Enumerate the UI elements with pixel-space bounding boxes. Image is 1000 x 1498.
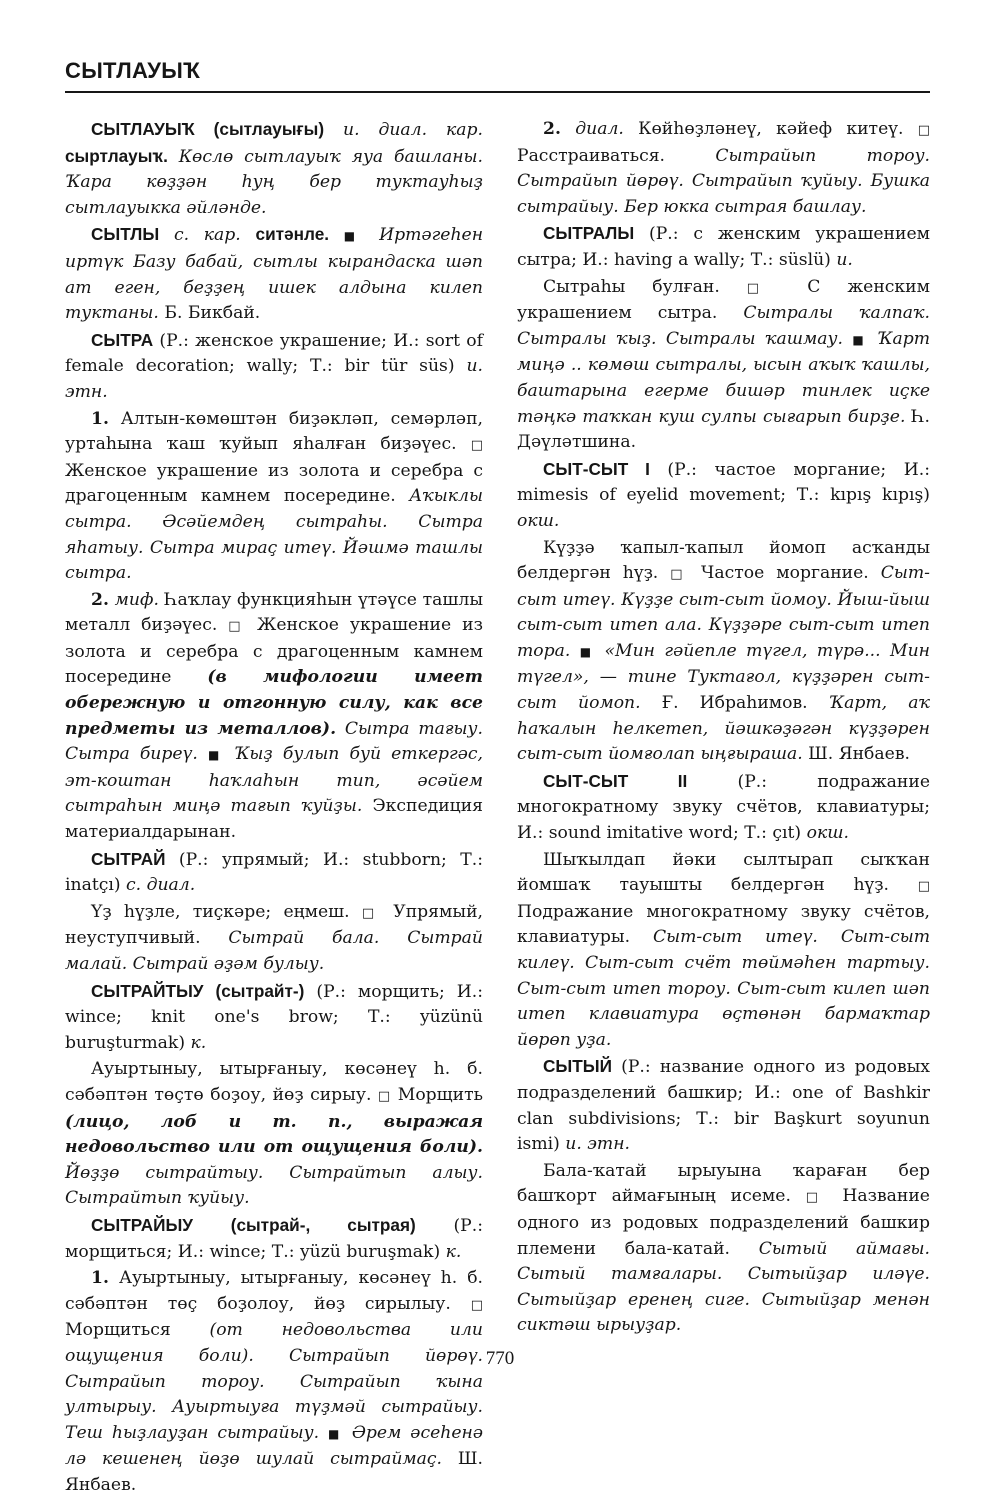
source-reference-2: Ш. Янбаев.	[802, 744, 910, 765]
translations: (Р.: название одного из родовых подразделений башкир; И.: one of Bashkir clan subdivisions; Т.: bir Başkurt soyunun ismi)	[517, 1057, 930, 1155]
left-column	[65, 117, 484, 1495]
header-rule	[65, 91, 930, 93]
example-text-2: Ҡарт миңә .. көмөш сытралы, ысын аҡыҡ ҡашлы, баштарына егерме бишәр тинлек иҫке тәңкә таҡкан куш сулпы сығарып бирҙе.	[517, 328, 931, 427]
russian-gloss: Расстраиваться.	[517, 145, 716, 166]
russian-gloss: Упрямый, неуступчивый.	[65, 901, 483, 949]
translations: (Р.: женское украшение; И.: sort of female decoration; wally; Т.: bir tür süs)	[65, 330, 483, 377]
example-text: Сытралы ҡалпаҡ. Сытралы ҡыҙ. Сытралы ҡашмау.	[517, 303, 930, 349]
example-bullet-icon: ■	[579, 644, 596, 659]
headword-variant: (сытрай-, сытрая)	[230, 1214, 416, 1235]
russian-gloss-square-icon: □	[361, 905, 382, 921]
definition: Күҙҙә ҡапыл-ҡапыл йомоп асҡанды белдергән һүҙ.	[517, 537, 930, 584]
headword: СЫТРАЛЫ	[543, 223, 635, 244]
entry-sytsyt-2-body	[517, 848, 930, 1054]
headword: СЫТЛЫ	[91, 224, 160, 245]
entry-sytsyt-1	[517, 457, 930, 535]
right-column	[517, 117, 931, 1336]
grammar-label: и. этн.	[65, 356, 483, 402]
definition: Көйһөҙләнеү, кәйеф китеү.	[623, 119, 918, 139]
entry-sytyy-body	[517, 1159, 930, 1339]
entry-sytlauyk	[65, 117, 483, 221]
headword: СЫТЫЙ	[543, 1056, 612, 1077]
example-text-2: Ҡыҙ булып буй еткергәс, эт-коштан һаҡлаһын тип, әсәйем сытраһын миңә тағып ҡуйҙы.	[65, 744, 483, 817]
source-reference: Экспедиция материалдарынан.	[65, 796, 484, 843]
translations: (Р.: упрямый; И.: stubborn; Т.: inatçı)	[65, 849, 483, 896]
sense-number: 2.	[543, 119, 561, 139]
definition: Бала-ҡатай ырыуына ҡараған бер башҡорт аймағының исеме.	[517, 1160, 930, 1207]
entry-sytraly-body	[517, 275, 930, 456]
source-reference: Б. Бикбай.	[164, 303, 261, 324]
example-text: Сыт-сыт итеү. Сыт-сыт килеү. Сыт-сыт счёт төймәһен тартыу. Сыт-сыт итеп тороу. Сыт-сыт килеп шәп итеп клавиатура өҫтөнән бармаҡтар йөрөп уҙа.	[517, 927, 930, 1050]
russian-gloss: Название одного из родовых подразделений башкир племени бала-катай.	[517, 1186, 930, 1259]
russian-gloss: Частое моргание.	[689, 563, 881, 584]
grammar-label: диал.	[575, 119, 624, 139]
definition: Шыҡылдап йәки сылтырап сыҡҡан йомшаҡ тауышты белдергән һүҙ.	[517, 849, 930, 896]
sense-1	[65, 1266, 483, 1498]
entry-sytray	[65, 847, 483, 899]
example-text: Көслө сытлауыҡ яуа башланы. Ҡара көҙҙән һуң бер туктауһыҙ сытлауыкка әйләнде.	[65, 146, 483, 218]
grammar-label: с. диал.	[126, 875, 196, 896]
entry-sytsyt-1-body	[517, 536, 930, 768]
example-text: Иртәгеһен иртүк Базу бабай, сытлы кырандаска шәп ат еген, беҙҙең ишек алдына килеп туктаны.	[65, 225, 484, 324]
russian-gloss-square-icon: □	[746, 280, 781, 296]
russian-gloss: Морщиться	[65, 1320, 210, 1341]
headword: СЫТРАЙ	[91, 848, 166, 869]
example-text: Сытрайып йөрөү. Сытрайып тороу. Сытрайып ҡына ултырыу. Ауыртыуға түҙмәй сытрайыу. Теш һыҙлауҙан сытрайыу.	[65, 1345, 484, 1443]
translations: (Р.: частое моргание; И.: mimesis of eyelid movement; Т.: kıpış kıpış)	[517, 459, 931, 506]
definition: Сытраһы булған.	[543, 276, 747, 297]
example-text-3: Ҡарт, аҡ һаҡалын һелкетеп, йәшкәҙәгән күҙҙәрен сыт-сыт йомғолап ыңғыраша.	[517, 693, 930, 765]
russian-gloss: Морщить	[391, 1084, 483, 1105]
grammar-label: к.	[190, 1032, 207, 1053]
russian-gloss-square-icon: □	[805, 1190, 828, 1206]
example-text: Сытрайып тороу. Сытрайып йөрөү. Сытрайып ҡуйыу. Бушка сытрайыу. Бер юкка сытрая башлау.	[517, 145, 930, 217]
russian-gloss: С женским украшением сытра.	[517, 276, 930, 324]
translations: (Р.: морщить; И.: wince; knit one's brow; Т.: yüzünü buruşturmak)	[65, 981, 483, 1053]
russian-gloss-square-icon: □	[470, 438, 483, 454]
definition: Ауыртыныу, ытырғаныу, көсәнеү һ. б. сәбәптән төҫтө боҙоу, йөҙ сирыу.	[65, 1059, 483, 1105]
usage-note: (в мифологии имеет обережную и отгонную силу, как все предметы из металлов).	[65, 667, 483, 739]
grammar-label: окш.	[517, 510, 560, 531]
headword: СЫТ-СЫТ II	[543, 770, 688, 791]
example-bullet-icon: ■	[207, 748, 224, 763]
example-bullet-icon: ■	[852, 332, 868, 347]
headword: СЫТРАЙТЫУ	[91, 980, 204, 1001]
russian-gloss-square-icon: □	[228, 619, 247, 635]
russian-gloss-square-icon: □	[917, 123, 930, 138]
grammar-label: с. кар.	[173, 225, 241, 246]
definition: Үҙ һүҙле, тиҫкәре; еңмеш.	[91, 901, 362, 922]
grammar-label: окш.	[806, 823, 849, 844]
entry-sytsyt-2	[517, 769, 930, 847]
source-reference: Ш. Янбаев.	[65, 1449, 483, 1495]
sense-number: 2.	[91, 589, 109, 610]
sense-2	[65, 588, 483, 846]
russian-gloss-square-icon: □	[917, 879, 930, 895]
headword-variant: ситәнле.	[255, 224, 330, 245]
example-bullet-icon: ■	[343, 229, 365, 244]
russian-gloss-square-icon: □	[470, 1297, 483, 1313]
example-text: Сытрай бала. Сытрай малай. Сытрай әҙәм булыу.	[65, 928, 484, 974]
sense-number: 1.	[91, 1268, 109, 1289]
usage-note: (лицо, лоб и т. п., выражая недовольство или от ощущения боли).	[65, 1111, 483, 1158]
headword: СЫТЛАУЫҠ	[91, 119, 195, 139]
entry-sytraytyu-body	[65, 1057, 483, 1212]
russian-gloss: Женское украшение из золота и серебра с драгоценным камнем посередине.	[65, 460, 483, 507]
source-reference: Һ. Дәүләтшина.	[517, 406, 930, 453]
headword-variant-2: сыртлауыҡ.	[65, 145, 168, 166]
example-text-2: «Мин гәйепле түгел, түрә... Мин түгел», — тине Туктағол, күҙҙәрен сыт-сыт йомоп.	[517, 640, 930, 714]
entry-sytray-body	[65, 900, 483, 978]
usage-note: (от недовольства или ощущения боли).	[65, 1320, 483, 1366]
headword-variant: (сытрайт-)	[215, 980, 305, 1001]
sense-1	[65, 407, 483, 587]
grammar-label: и.	[836, 249, 853, 270]
entry-sytraytyu	[65, 979, 483, 1057]
example-text: Сытра тағыу. Сытра биреү.	[65, 718, 483, 765]
grammar-label: и. диал. кар.	[343, 120, 483, 140]
entry-sytraly	[517, 221, 930, 273]
example-text: Сытый аймағы. Сытый тамғалары. Сытыйҙар иләүе. Сытыйҙар еренең сиге. Сытыйҙар менән сиктәш ырыуҙар.	[517, 1238, 930, 1336]
translations: (Р.: с женским украшением сытра; И.: having a wally; Т.: süslü)	[517, 224, 930, 270]
russian-gloss-square-icon: □	[377, 1088, 392, 1104]
example-bullet-icon: ■	[328, 1426, 343, 1441]
sense-number: 1.	[91, 408, 109, 429]
entry-sytrayyu	[65, 1213, 483, 1265]
headword: СЫТ-СЫТ I	[543, 458, 650, 479]
example-text: Йөҙҙө сытрайтыу. Сытрайтып алыу. Сытрайтып ҡуйыу.	[65, 1162, 483, 1209]
sense-2	[517, 117, 930, 220]
running-head: СЫТЛАУЫҠ	[65, 58, 201, 83]
definition: Ауыртыныу, ытырғаныу, көсәнеү һ. б. сәбәптән төҫ боҙолоу, йөҙ сирылыу.	[65, 1268, 483, 1314]
entry-sytra	[65, 328, 483, 406]
grammar-label: миф.	[114, 589, 159, 610]
source-reference: Ғ. Ибраһимов.	[640, 693, 829, 714]
example-text: Сыт-сыт итеү. Күҙҙе сыт-сыт йомоу. Йыш-йыш сыт-сыт итеп ала. Күҙҙәре сыт-сыт итеп тора.	[517, 563, 930, 661]
definition: Һаҡлау функцияһын үтәүсе ташлы металл биҙәүес.	[65, 589, 484, 636]
grammar-label: и. этн.	[565, 1134, 630, 1155]
entry-sytyy	[517, 1054, 930, 1157]
definition: Алтын-көмөштән биҙәкләп, семәрләп, уртаһына ҡаш ҡуйып яһалған биҙәүес.	[65, 408, 483, 455]
entry-sytly	[65, 222, 483, 326]
example-text-2: Әрем әсеһенә лә кешенең йөҙө шулай сытраймаҫ.	[65, 1422, 483, 1470]
headword-variant: (сытлауығы)	[213, 119, 325, 139]
example-text: Аҡыклы сытра. Әсәйемдең сытраһы. Сытра яһатыу. Сытра мираҫ итеү. Йәшмә ташлы сытра.	[65, 486, 483, 584]
grammar-label: к.	[445, 1241, 462, 1262]
headword: СЫТРАЙЫУ	[91, 1214, 193, 1235]
translations: (Р.: морщиться; И.: wince; Т.: yüzü buruşmak)	[65, 1215, 483, 1262]
russian-gloss: Подражание многократному звуку счётов, клавиатуры.	[517, 901, 930, 948]
page-number: 770	[485, 1348, 515, 1369]
russian-gloss: Женское украшение из золота и серебра с драгоценным камнем посередине	[65, 615, 483, 688]
translations: (Р.: подражание многократному звуку счётов, клавиатуры; И.: sound imitative word; Т.: çıt)	[517, 771, 930, 844]
headword: СЫТРА	[91, 329, 154, 350]
russian-gloss-square-icon: □	[670, 567, 690, 583]
